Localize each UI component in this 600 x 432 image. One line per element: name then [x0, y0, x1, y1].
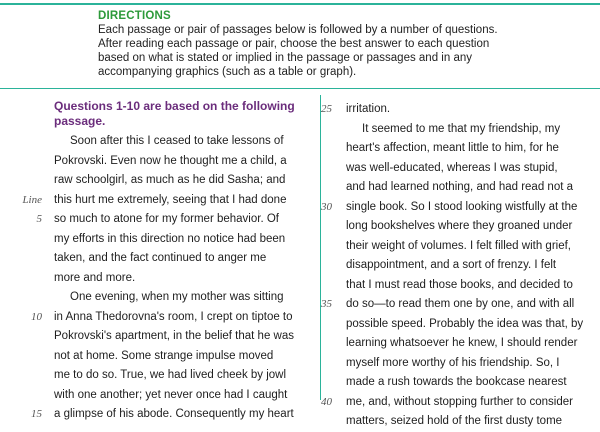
passage-line-text: me to do so. True, we had lived cheek by jowl — [54, 369, 287, 381]
passage-line — [346, 373, 600, 393]
passage-line-text: myself more worthy of his friendship. So, I — [346, 356, 560, 369]
passage-line-text: Soon after this I ceased to take lessons of — [70, 135, 284, 147]
line-number: 35 — [321, 298, 332, 310]
passage-line — [54, 288, 316, 308]
directions-heading: DIRECTIONS — [98, 10, 171, 22]
passage-line — [54, 347, 316, 367]
passage-line-text: Pokrovski's apartment, in the belief that he was — [54, 330, 294, 342]
passage-line-text: not at home. Some strange impulse moved — [54, 349, 274, 362]
questions-heading-line: passage. — [54, 114, 106, 128]
passage-line-text: this hurt me extremely, seeing that I had done — [54, 193, 287, 206]
passage-line-text: me, and, without stopping further to consider — [346, 395, 573, 408]
passage-line — [346, 334, 600, 354]
directions-line: After reading each passage or pair, choose the best answer to each question — [98, 38, 490, 50]
passage-line-text: with one another; yet never once had I caught — [54, 388, 288, 401]
passage-line — [321, 295, 600, 315]
passage-line — [54, 171, 316, 191]
column-divider — [320, 95, 321, 400]
line-number: 10 — [31, 310, 42, 323]
passage-line — [346, 237, 600, 257]
passage-line — [54, 327, 316, 347]
passage-line — [346, 217, 600, 237]
passage-line — [346, 354, 600, 374]
passage-line — [321, 393, 600, 413]
line-number: 15 — [31, 408, 42, 420]
line-number: Line — [22, 193, 42, 206]
passage-line — [346, 315, 600, 335]
passage-line — [54, 366, 316, 386]
passage-line — [346, 120, 600, 140]
passage-line — [346, 256, 600, 276]
passage-line-text: a glimpse of his abode. Consequently my heart — [54, 408, 294, 420]
passage-line-text: more and more. — [54, 271, 136, 284]
passage-line-text: and had learned nothing, and had read not a — [346, 181, 573, 193]
passage-line — [321, 198, 600, 218]
line-number: 5 — [36, 213, 42, 225]
passage-line — [321, 100, 600, 120]
passage-line-text: raw schoolgirl, as much as he did Sasha; and — [54, 174, 286, 186]
top-divider — [0, 3, 600, 5]
line-number: 40 — [321, 395, 332, 408]
passage-left-column — [22, 132, 316, 425]
passage-line-text: possible speed. Probably the idea was that, by — [346, 317, 584, 330]
passage-line-text: in Anna Thedorovna's room, I crept on tiptoe to — [54, 310, 293, 323]
passage-line — [31, 405, 316, 425]
passage-line-text: was well-educated, whereas I was stupid, — [346, 161, 558, 174]
passage-line-text: It seemed to me that my friendship, my — [362, 122, 561, 135]
directions-line: accompanying graphics (such as a table or graph). — [98, 66, 357, 78]
passage-line-text: that I must read those books, and decided to — [346, 278, 573, 291]
directions-line: Each passage or pair of passages below is followed by a number of questions. — [98, 24, 498, 36]
passage-right-column — [321, 100, 600, 432]
passage-line — [22, 191, 316, 211]
passage-line — [346, 178, 600, 198]
passage-line-text: heart's affection, meant little to him, for he — [346, 142, 559, 154]
passage-line-text: so much to atone for my former behavior. Of — [54, 213, 279, 225]
passage-line — [54, 230, 316, 250]
passage-line — [346, 159, 600, 179]
questions-heading-line: Questions 1-10 are based on the following — [54, 99, 295, 113]
passage-line — [54, 132, 316, 152]
passage-line — [346, 412, 600, 432]
passage-line-text: irritation. — [346, 103, 391, 115]
passage-line-text: single book. So I stood looking wistfully at the — [346, 200, 578, 213]
passage-line — [54, 386, 316, 406]
passage-line-text: their weight of volumes. I felt filled with grief, — [346, 239, 571, 252]
line-number: 25 — [321, 103, 332, 115]
passage-line-text: learning whatsoever he knew, I should render — [346, 337, 578, 349]
passage-line-text: do so—to read them one by one, and with all — [346, 298, 575, 310]
line-number: 30 — [321, 200, 332, 213]
questions-heading — [54, 99, 314, 129]
passage-line — [346, 139, 600, 159]
passage-line — [54, 152, 316, 172]
passage-line — [36, 210, 316, 230]
passage-line-text: One evening, when my mother was sitting — [70, 291, 284, 303]
passage-line-text: made a rush towards the bookcase nearest — [346, 376, 567, 388]
passage-line — [346, 276, 600, 296]
passage-line — [54, 269, 316, 289]
passage-line-text: disappointment, and a sort of frenzy. I felt — [346, 259, 557, 271]
passage-line — [54, 249, 316, 269]
section-divider — [0, 88, 600, 89]
directions-text — [98, 23, 538, 79]
passage-line-text: matters, seized hold of the first dusty tome — [346, 415, 563, 427]
passage-line-text: Pokrovski. Even now he thought me a child, a — [54, 154, 287, 167]
directions-box — [98, 9, 538, 79]
directions-line: based on what is stated or implied in the passage or passages and in any — [98, 52, 472, 64]
passage-line-text: long bookshelves where they groaned under — [346, 220, 573, 232]
passage-line-text: my efforts in this direction no notice had been — [54, 232, 286, 245]
passage-line — [31, 308, 316, 328]
passage-line-text: taken, and the fact continued to anger me — [54, 252, 267, 264]
